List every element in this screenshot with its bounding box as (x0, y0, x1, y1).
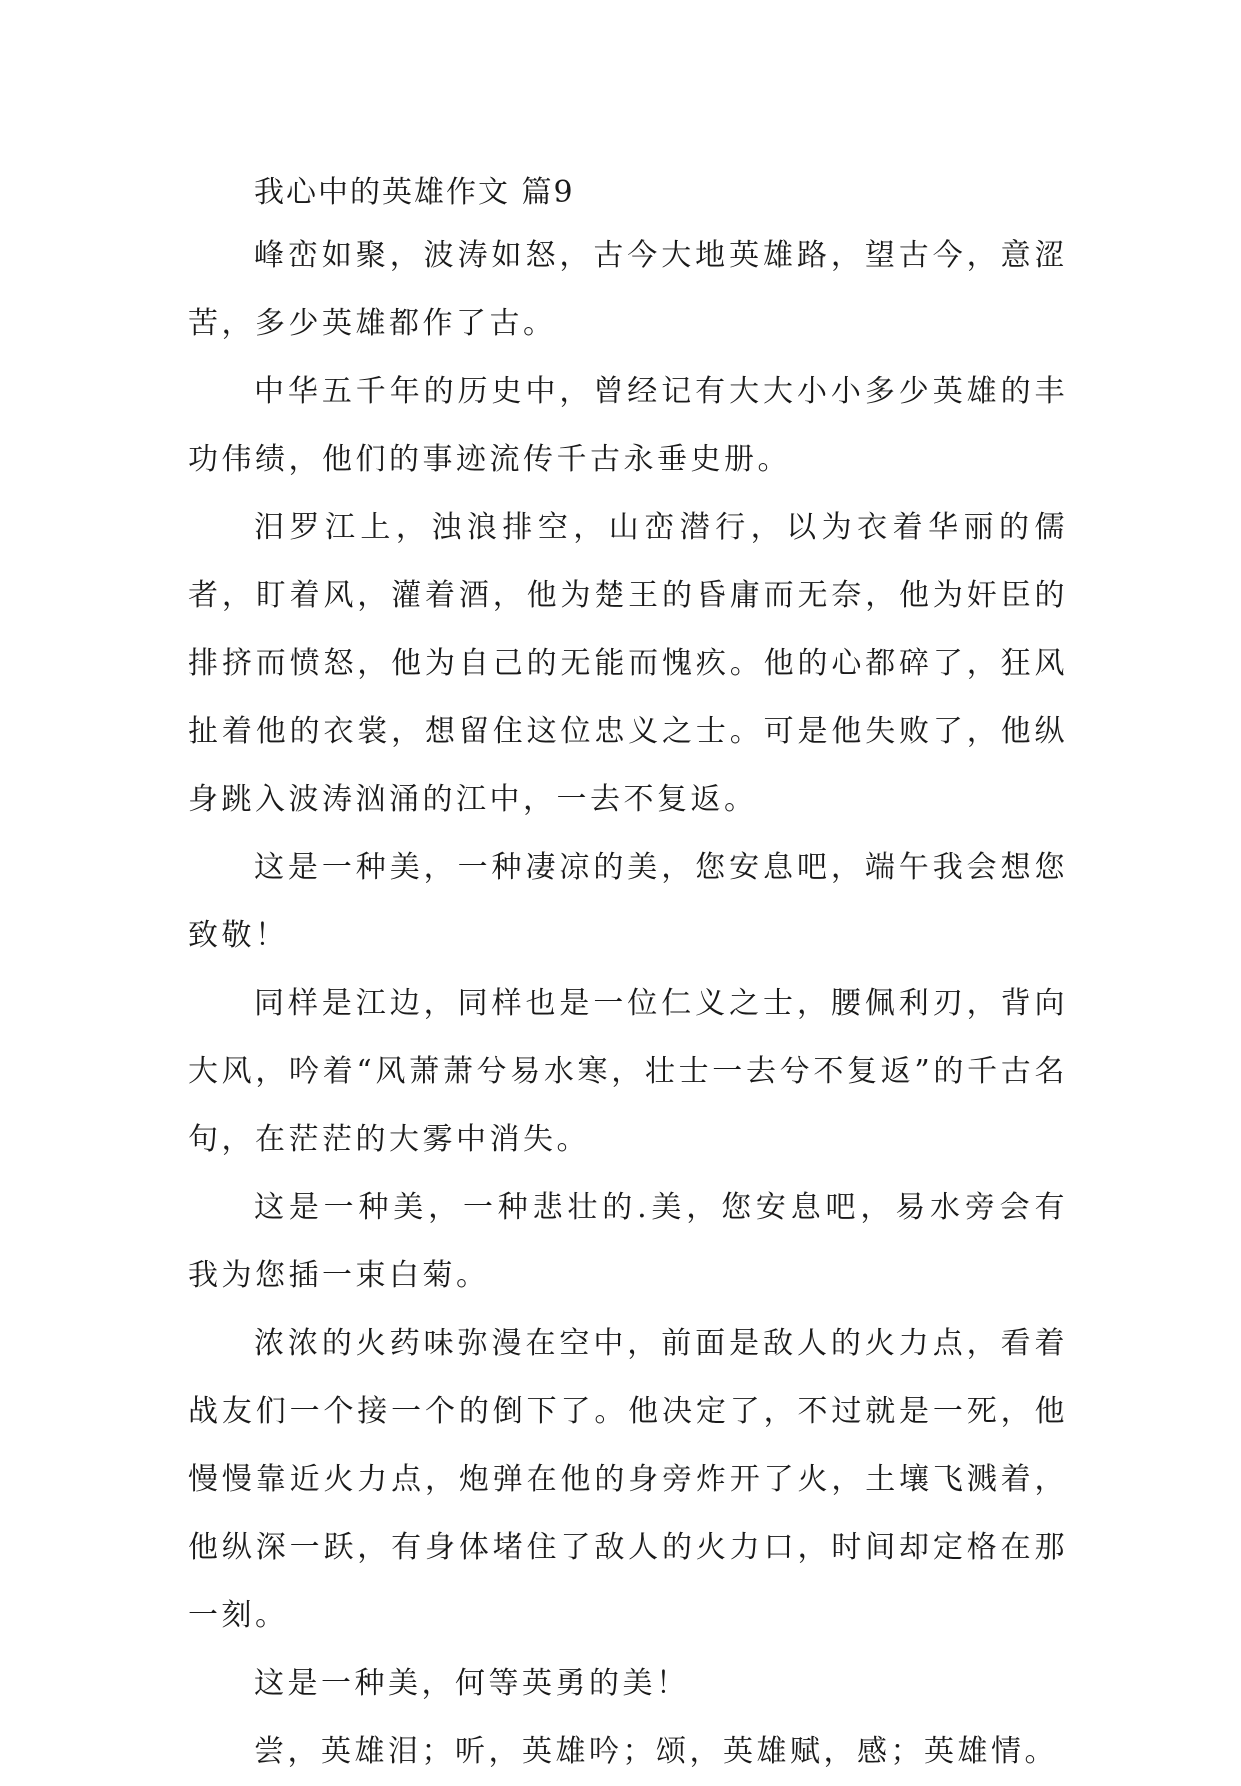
paragraph: 这是一种美，一种悲壮的.美，您安息吧，易水旁会有我为您插一束白菊。 (188, 1190, 1068, 1293)
paragraph: 汨罗江上，浊浪排空，山峦潜行，以为衣着华丽的儒者，盯着风，灌着酒，他为楚王的昏庸而无奈，他为奸臣的排挤而愤怒，他为自己的无能而愧疚。他的心都碎了，狂风扯着他的衣裳，想留住这位忠义之士。可是他失败了，他纵身跳入波涛汹涌的江中，一去不复返。 (188, 510, 1068, 817)
paragraph: 这是一种美，何等英勇的美！ (254, 1666, 690, 1701)
paragraph: 中华五千年的历史中，曾经记有大大小小多少英雄的丰功伟绩，他们的事迹流传千古永垂史册。 (188, 374, 1068, 477)
paragraph: 浓浓的火药味弥漫在空中，前面是敌人的火力点，看着战友们一个接一个的倒下了。他决定了，不过就是一死，他慢慢靠近火力点，炮弹在他的身旁炸开了火，土壤飞溅着，他纵深一跃，有身体堵住了敌人的火力口，时间却定格在那一刻。 (188, 1326, 1068, 1633)
paragraph: 这是一种美，一种凄凉的美，您安息吧，端午我会想您致敬！ (188, 850, 1068, 953)
paragraph: 尝，英雄泪；听，英雄吟；颂，英雄赋，感；英雄情。 (254, 1734, 1058, 1769)
paragraph: 同样是江边，同样也是一位仁义之士，腰佩利刃，背向大风，吟着“风萧萧兮易水寒，壮士一去兮不复返”的千古名句，在茫茫的大雾中消失。 (188, 986, 1068, 1157)
document-body (188, 164, 1068, 1786)
document-title: 我心中的英雄作文 篇9 (254, 175, 575, 210)
paragraph: 峰峦如聚，波涛如怒，古今大地英雄路，望古今，意涩苦，多少英雄都作了古。 (188, 238, 1068, 341)
